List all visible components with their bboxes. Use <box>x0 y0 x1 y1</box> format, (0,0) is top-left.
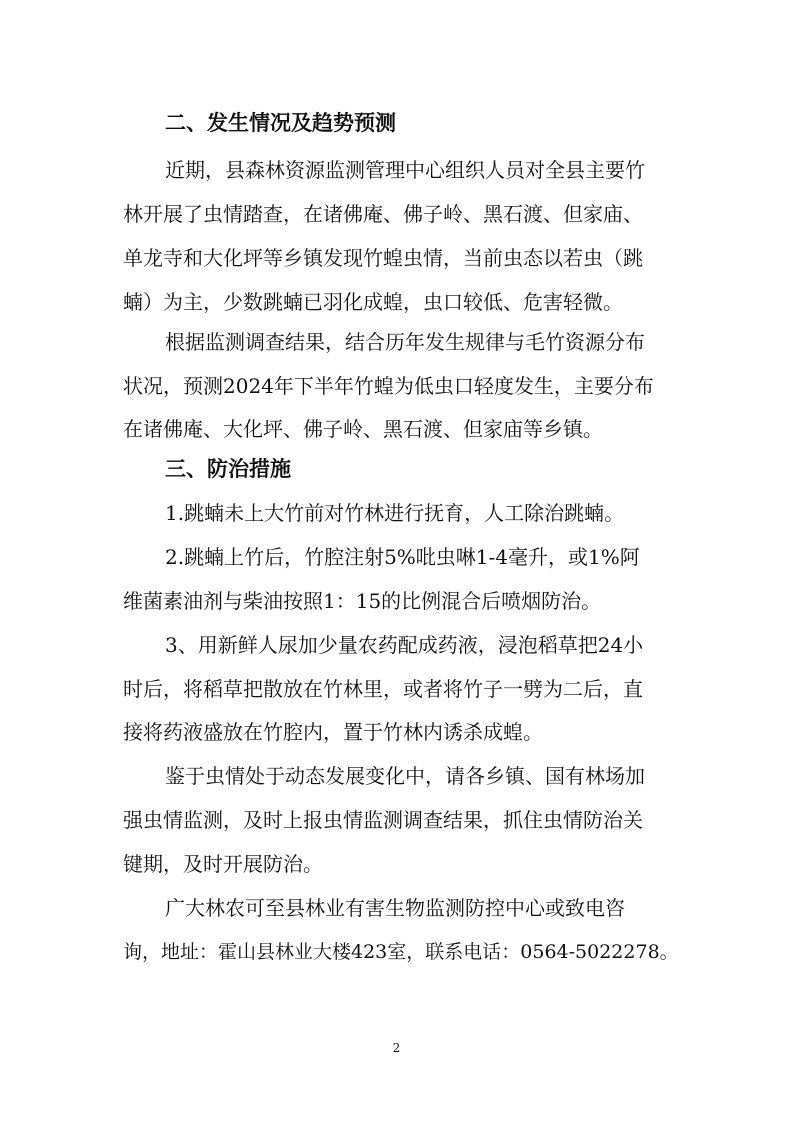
paragraph-line: 强虫情监测，及时上报虫情监测调查结果，抓住虫情防治关 <box>123 808 643 832</box>
section-heading-3: 三、防治措施 <box>165 457 291 481</box>
page-number: 2 <box>392 1041 401 1055</box>
paragraph-line: 状况，预测2024年下半年竹蝗为低虫口轻度发生，主要分布 <box>123 374 654 398</box>
paragraph-line: 广大林农可至县林业有害生物监测防控中心或致电咨 <box>165 896 625 920</box>
paragraph-line: 近期，县森林资源监测管理中心组织人员对全县主要竹 <box>165 158 645 182</box>
paragraph-line: 键期，及时开展防治。 <box>123 852 323 876</box>
paragraph-line: 蝻）为主，少数跳蝻已羽化成蝗，虫口较低、危害轻微。 <box>123 290 623 314</box>
list-item: 2.跳蝻上竹后，竹腔注射5%吡虫啉1-4毫升，或1%阿 <box>165 545 640 569</box>
paragraph-line: 林开展了虫情踏查，在诸佛庵、佛子岭、黑石渡、但家庙、 <box>123 202 643 226</box>
paragraph-line: 接将药液盛放在竹腔内，置于竹林内诱杀成蝗。 <box>123 720 543 744</box>
paragraph-line: 鉴于虫情处于动态发展变化中，请各乡镇、国有林场加 <box>165 764 645 788</box>
paragraph-line: 询，地址：霍山县林业大楼423室，联系电话：0564-5022278。 <box>123 941 679 963</box>
list-item: 3、用新鲜人尿加少量农药配成药液，浸泡稻草把24小 <box>165 633 644 657</box>
paragraph-line: 维菌素油剂与柴油按照1：15的比例混合后喷烟防治。 <box>123 589 602 613</box>
paragraph-line: 单龙寺和大化坪等乡镇发现竹蝗虫情，当前虫态以若虫（跳 <box>123 246 643 270</box>
list-item: 1.跳蝻未上大竹前对竹林进行抚育，人工除治跳蝻。 <box>165 501 625 525</box>
section-heading-2: 二、发生情况及趋势预测 <box>165 111 396 135</box>
paragraph-line: 在诸佛庵、大化坪、佛子岭、黑石渡、但家庙等乡镇。 <box>123 417 603 441</box>
paragraph-line: 根据监测调查结果，结合历年发生规律与毛竹资源分布 <box>165 330 645 354</box>
paragraph-line: 时后，将稻草把散放在竹林里，或者将竹子一劈为二后，直 <box>123 677 643 701</box>
